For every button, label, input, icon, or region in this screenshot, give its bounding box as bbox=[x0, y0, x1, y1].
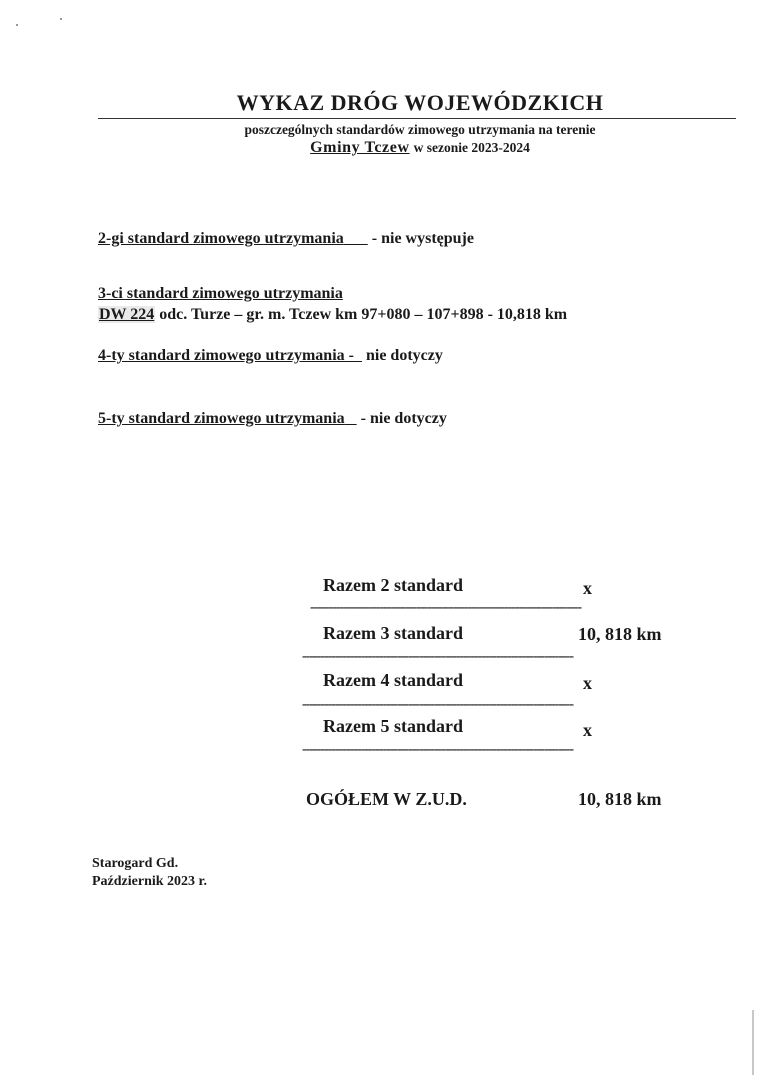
total-value: 10, 818 km bbox=[578, 789, 662, 809]
road-detail: odc. Turze – gr. m. Tczew km 97+080 – 107+898 - 10,818 km bbox=[159, 306, 568, 323]
summary-value-2: x bbox=[583, 578, 592, 598]
summary-divider: -------------------------------------------------------------------------- bbox=[302, 697, 573, 712]
scan-speck bbox=[16, 24, 18, 26]
standard-3-road-line bbox=[98, 306, 567, 324]
standard-2-line bbox=[98, 230, 474, 248]
summary-value-3: 10, 818 km bbox=[578, 624, 662, 644]
footer-date: Październik 2023 r. bbox=[92, 874, 207, 889]
summary-divider: -------------------------------------------------------------------------- bbox=[302, 742, 573, 757]
summary-divider: -------------------------------------------------------------------------- bbox=[310, 600, 581, 615]
page-title: WYKAZ DRÓG WOJEWÓDZKICH bbox=[236, 90, 604, 115]
standard-3-label: 3-ci standard zimowego utrzymania bbox=[98, 285, 343, 302]
page-subtitle: poszczególnych standardów zimowego utrzymania na terenie bbox=[244, 122, 596, 137]
footer-place: Starogard Gd. bbox=[92, 856, 179, 871]
summary-divider: -------------------------------------------------------------------------- bbox=[302, 649, 573, 664]
standard-4-underline bbox=[354, 347, 362, 364]
municipality-line bbox=[0, 139, 764, 157]
summary-label-3: Razem 3 standard bbox=[323, 623, 463, 643]
season-text: w sezonie 2023-2024 bbox=[413, 140, 530, 155]
standard-5-value: - nie dotyczy bbox=[360, 410, 447, 427]
title-rule bbox=[98, 118, 736, 119]
summary-label-2: Razem 2 standard bbox=[323, 575, 463, 595]
standard-5-underline bbox=[345, 410, 357, 427]
summary-label-5: Razem 5 standard bbox=[323, 716, 463, 736]
scan-edge-shadow bbox=[752, 1010, 754, 1075]
summary-label-4: Razem 4 standard bbox=[323, 670, 463, 690]
standard-4-line bbox=[98, 347, 443, 365]
standard-2-value: - nie występuje bbox=[371, 230, 474, 247]
summary-value-5: x bbox=[583, 720, 592, 740]
scan-speck bbox=[60, 18, 62, 20]
standard-2-label: 2-gi standard zimowego utrzymania bbox=[98, 230, 344, 247]
road-number: DW 224 bbox=[99, 306, 155, 323]
standard-4-value: nie dotyczy bbox=[365, 347, 443, 364]
standard-5-label: 5-ty standard zimowego utrzymania bbox=[98, 410, 345, 427]
total-label: OGÓŁEM W Z.U.D. bbox=[306, 789, 467, 809]
summary-value-4: x bbox=[583, 673, 592, 693]
standard-2-underline bbox=[344, 230, 368, 247]
municipality-name: Gminy Tczew bbox=[310, 139, 410, 156]
standard-5-line bbox=[98, 410, 447, 428]
standard-4-label: 4-ty standard zimowego utrzymania - bbox=[98, 347, 354, 364]
